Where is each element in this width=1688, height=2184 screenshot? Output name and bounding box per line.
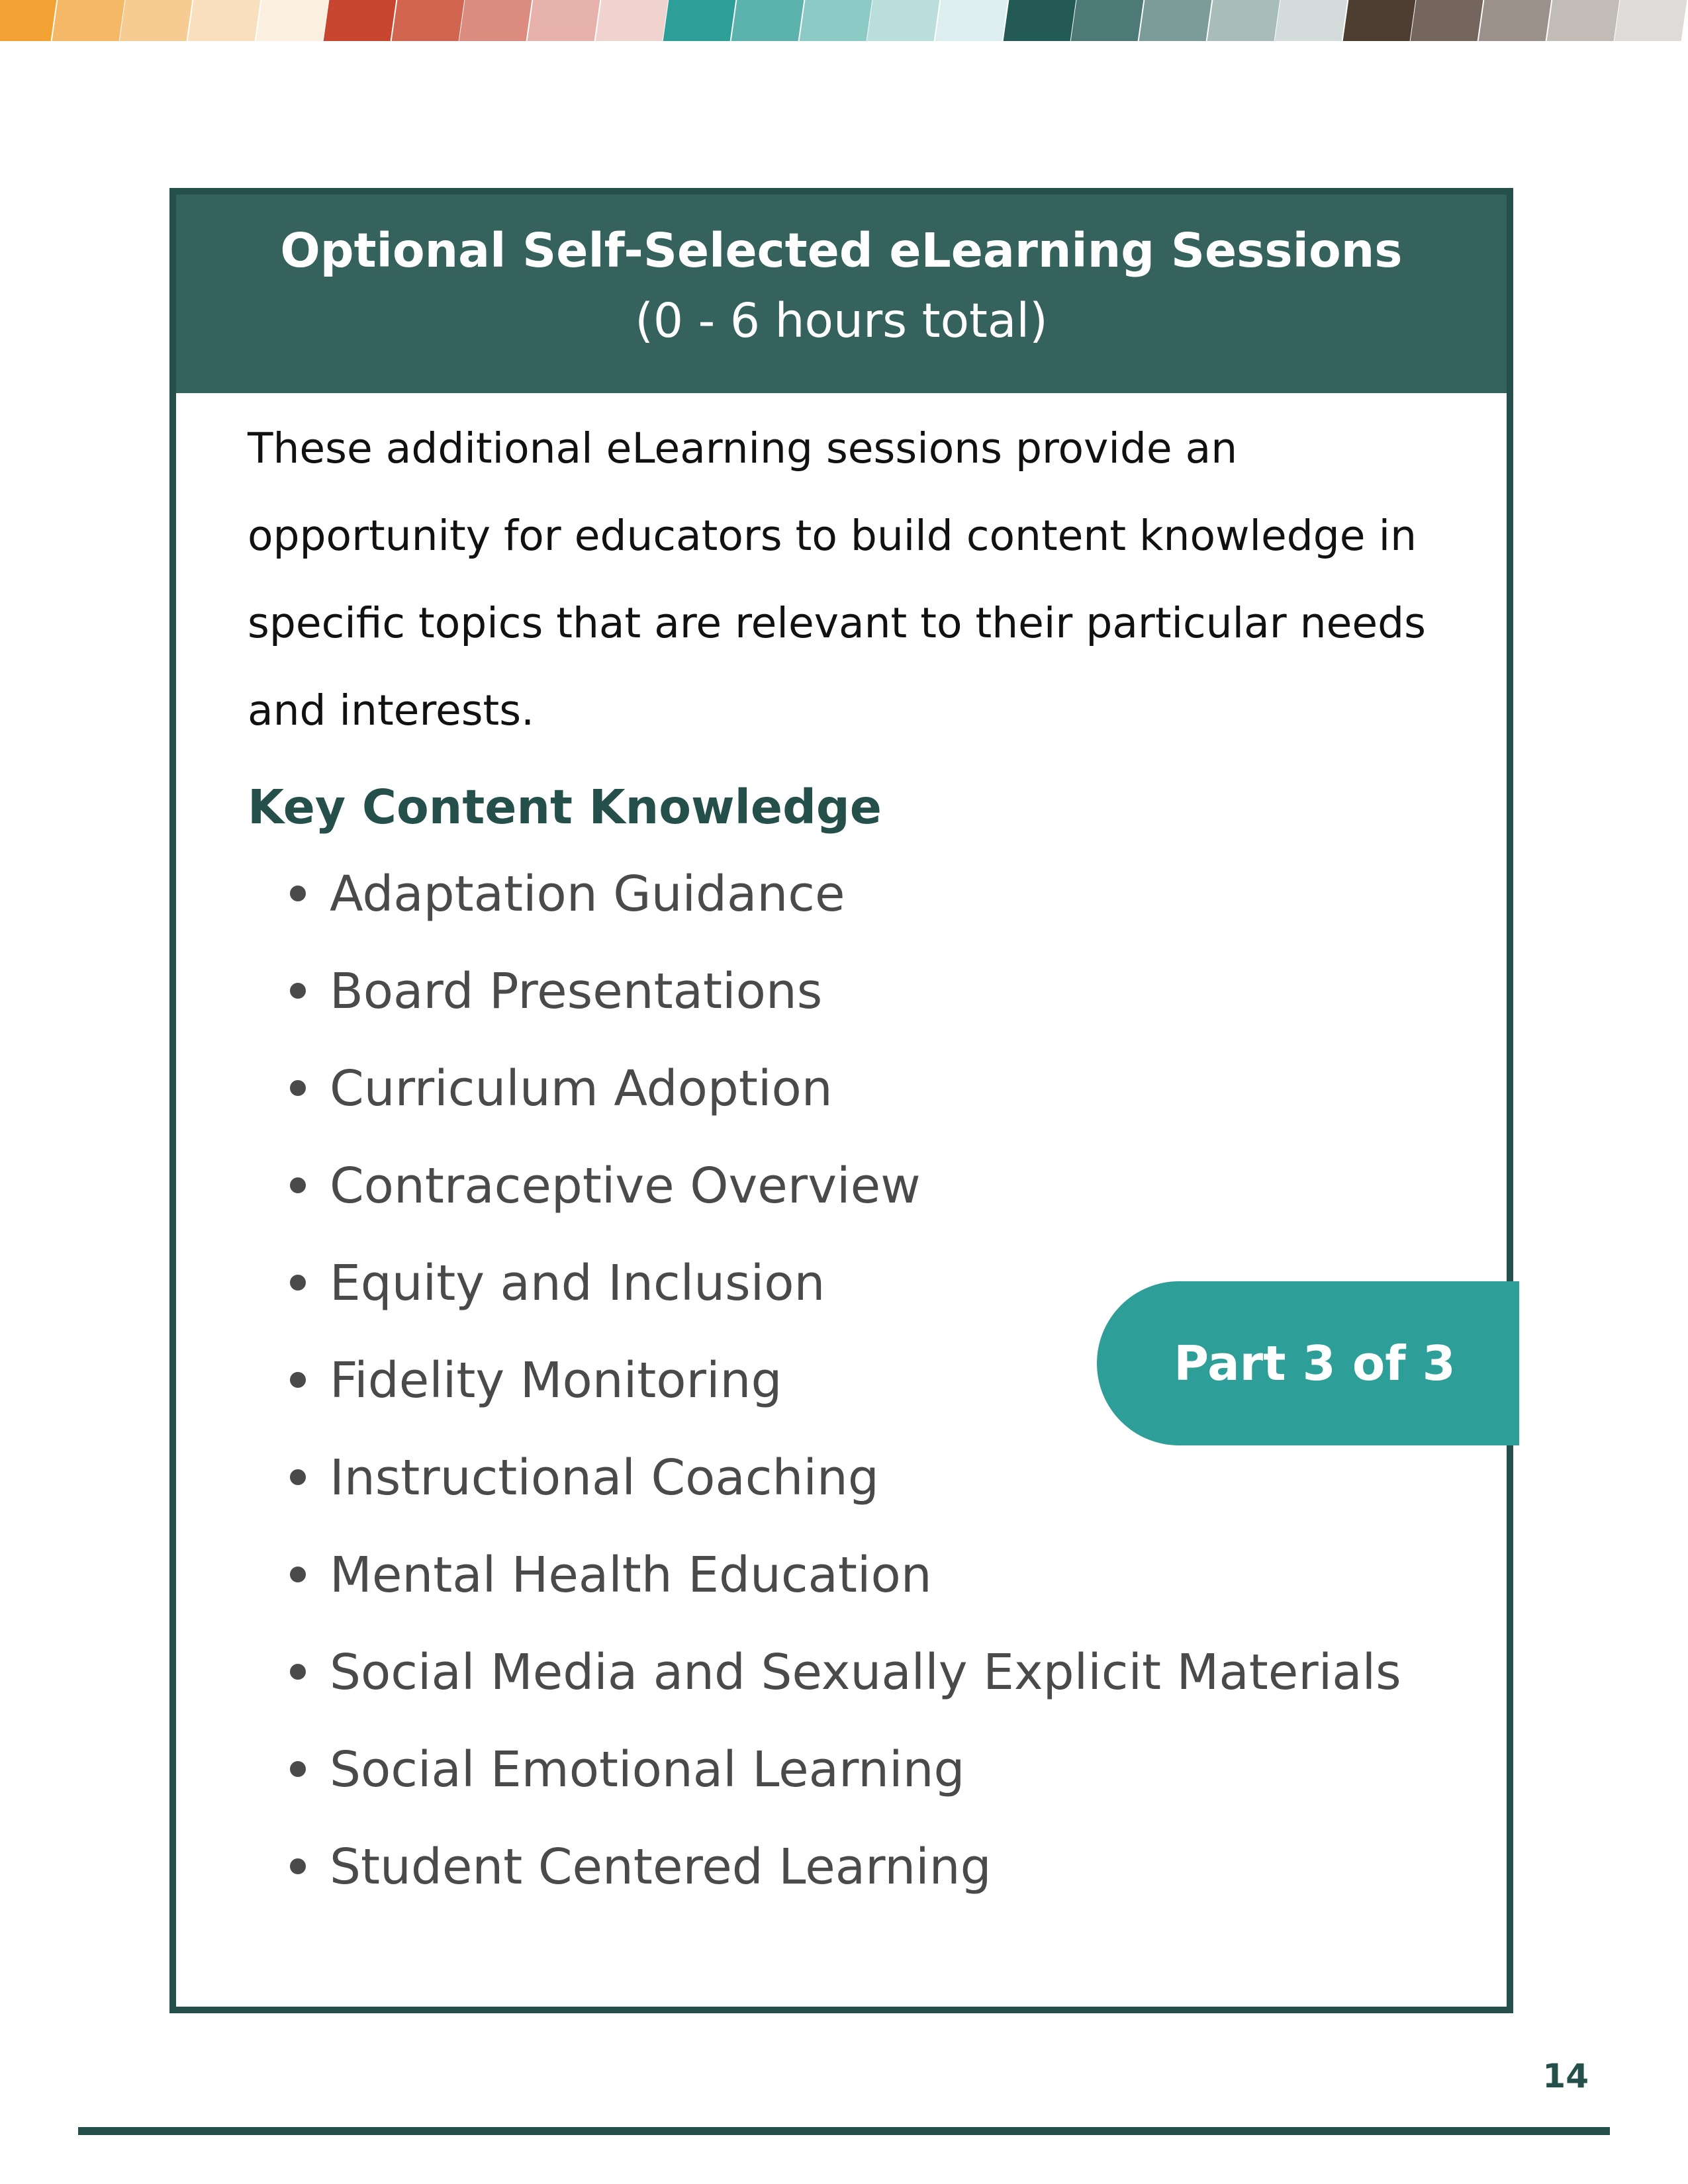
topic-label: Social Emotional Learning	[330, 1741, 965, 1798]
color-swatch	[1546, 0, 1622, 41]
bullet-icon	[290, 983, 306, 999]
color-swatch	[663, 0, 739, 41]
bottom-divider	[78, 2127, 1610, 2135]
bullet-icon	[290, 1567, 306, 1582]
color-swatch	[799, 0, 875, 41]
list-item	[282, 1837, 1401, 1934]
color-swatch	[1071, 0, 1147, 41]
topic-label: Student Centered Learning	[330, 1839, 992, 1895]
color-swatch	[1615, 0, 1688, 41]
list-item	[282, 1643, 1401, 1740]
bullet-icon	[290, 1177, 306, 1193]
bullet-icon	[290, 1080, 306, 1096]
color-swatch	[1139, 0, 1215, 41]
bullet-icon	[290, 1761, 306, 1777]
list-item	[282, 1059, 1401, 1156]
card-title: Optional Self-Selected eLearning Sessions	[280, 223, 1403, 278]
topic-label: Curriculum Adoption	[330, 1060, 833, 1117]
color-swatch	[0, 0, 60, 41]
list-item	[282, 1448, 1401, 1545]
color-swatch	[52, 0, 128, 41]
list-item	[282, 962, 1401, 1059]
topic-label: Adaptation Guidance	[330, 866, 845, 923]
topic-label: Social Media and Sexually Explicit Materials	[330, 1644, 1401, 1701]
topic-label: Equity and Inclusion	[330, 1255, 825, 1312]
color-swatch	[731, 0, 808, 41]
color-swatch	[188, 0, 264, 41]
color-swatch	[1342, 0, 1419, 41]
page-number: 14	[1542, 2057, 1589, 2095]
bullet-icon	[290, 1664, 306, 1680]
topic-label: Instructional Coaching	[330, 1449, 879, 1506]
bullet-icon	[290, 886, 306, 901]
list-item	[282, 1156, 1401, 1253]
elearning-sessions-card	[169, 188, 1513, 2013]
color-swatch	[1479, 0, 1555, 41]
topic-label: Mental Health Education	[330, 1547, 932, 1604]
color-swatch	[1275, 0, 1351, 41]
color-swatch	[867, 0, 943, 41]
color-swatch	[595, 0, 671, 41]
part-badge: Part 3 of 3	[1097, 1281, 1519, 1445]
topic-label: Fidelity Monitoring	[330, 1352, 782, 1409]
decorative-color-band	[0, 0, 1688, 41]
section-heading: Key Content Knowledge	[248, 780, 882, 835]
color-swatch	[1207, 0, 1283, 41]
color-swatch	[935, 0, 1011, 41]
color-swatch	[1411, 0, 1487, 41]
color-swatch	[324, 0, 400, 41]
list-item	[282, 1740, 1401, 1837]
bullet-icon	[290, 1372, 306, 1388]
bullet-icon	[290, 1858, 306, 1874]
card-subtitle: (0 - 6 hours total)	[635, 293, 1048, 348]
bullet-icon	[290, 1469, 306, 1485]
color-swatch	[391, 0, 467, 41]
topic-label: Board Presentations	[330, 963, 823, 1020]
color-swatch	[459, 0, 536, 41]
list-item	[282, 1545, 1401, 1643]
color-swatch	[120, 0, 196, 41]
color-swatch	[528, 0, 604, 41]
list-item	[282, 864, 1401, 962]
card-header	[176, 195, 1507, 393]
color-swatch	[1003, 0, 1079, 41]
bullet-icon	[290, 1275, 306, 1291]
topic-label: Contraceptive Overview	[330, 1158, 921, 1214]
intro-paragraph: These additional eLearning sessions provide an opportunity for educators to build content knowledge in specific topics that are relevant to their particular needs and interests.	[248, 424, 1426, 735]
color-swatch	[256, 0, 332, 41]
